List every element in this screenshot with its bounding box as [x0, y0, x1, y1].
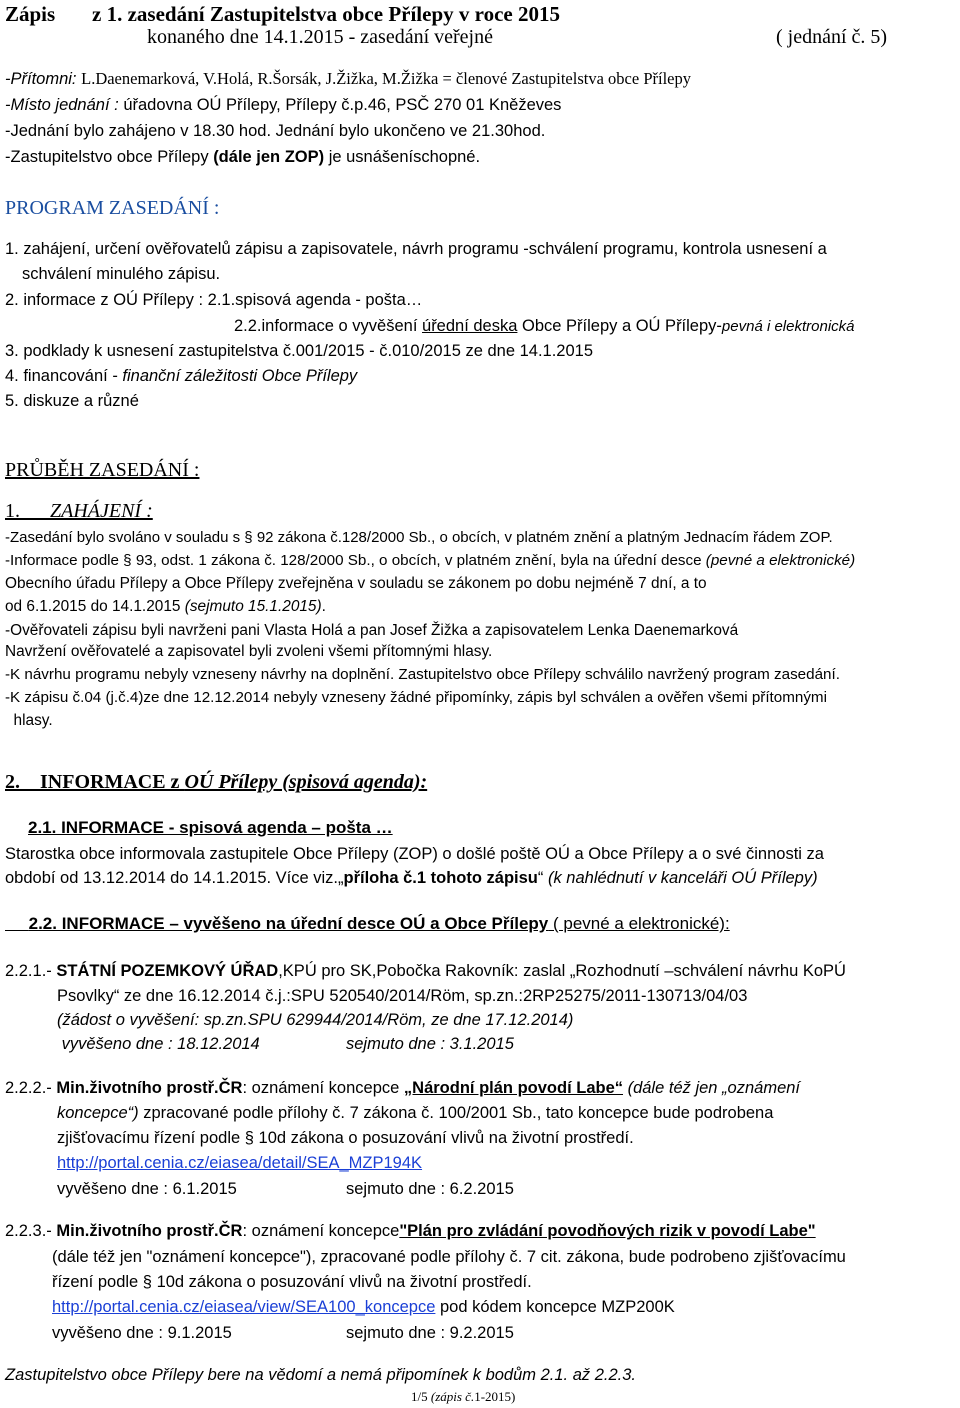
line2-text: -Informace podle § 93, odst. 1 zákona č. 128/2000 Sb., o obcích, v platném znění, byla na úřední desce	[5, 552, 706, 569]
item-2-2-2-number: 2.2.2.-	[5, 1079, 57, 1097]
zahajeni-line-6: Navržení ověřovatelé a zapisovatel byli zvoleni všemi přítomnými hlasy.	[5, 643, 493, 660]
item-2-2-1-text: ,KPÚ pro SK,Pobočka Rakovník: zaslal „Rozhodnutí –schválení návrhu KoPÚ	[278, 962, 846, 980]
line4-italic: (sejmuto 15.1.2015)	[184, 598, 322, 615]
item-2-2-1-line-3: (žádost o vyvěšení: sp.zn.SPU 629944/2014/Röm, ze dne 17.12.2014)	[57, 1011, 574, 1029]
item-2-2-3-org-a: Min.	[56, 1222, 90, 1240]
item-2-2-2-text-2: zpracované podle přílohy č. 7 zákona č. 100/2001 Sb., tato koncepce bude podrobena	[138, 1104, 774, 1122]
item4-italic: finanční záležitosti Obce Přílepy	[122, 367, 358, 385]
section-1-title: ZAHÁJENÍ :	[50, 500, 153, 522]
s21-bold: příloha č.	[343, 869, 417, 887]
zahajeni-line-5: -Ověřovateli zápisu byli navrženi pani Vlasta Holá a pan Josef Žižka a zapisovatelem Lenka Daenemarková	[5, 622, 739, 639]
section-2-1-line-1: Starostka obce informovala zastupitele Obce Přílepy (ZOP) o došlé poště OÚ a Obce Přílepy a o své činnosti za	[5, 845, 824, 863]
item4-text: 4. financování -	[5, 367, 123, 385]
program-item-1-cont: schválení minulého zápisu.	[22, 265, 221, 283]
program-item-1: 1. zahájení, určení ověřovatelů zápisu a zapisovatele, návrh programu -schválení programu, kontrola usnesení a	[5, 240, 827, 258]
item-2-2-2-link[interactable]: http://portal.cenia.cz/eiasea/detail/SEA_MZP194K	[57, 1154, 423, 1172]
item-2-2-3-code: pod kódem koncepce MZP200K	[435, 1298, 675, 1316]
item-2-2-2-line-1	[5, 1078, 800, 1098]
item22-text: 2.2.informace o vyvěšení	[234, 317, 423, 335]
zahajeni-line-9: hlasy.	[5, 712, 53, 729]
item-2-2-2-plan-name: „Národní plán povodí Labe“	[403, 1079, 623, 1097]
s22-title-rest: ( pevné a elektronické):	[548, 914, 730, 933]
item-2-2-2-italic-2: koncepce“)	[57, 1104, 139, 1122]
doc-subtitle: konaného dne 14.1.2015 - zasedání veřejné	[147, 26, 493, 48]
item-2-2-1-removed: sejmuto dne : 3.1.2015	[346, 1035, 514, 1053]
quorum-abbr: (dále jen ZOP)	[213, 148, 325, 166]
item22-italic: pevná i elektronická	[721, 318, 855, 335]
program-item-5: 5. diskuze a různé	[5, 392, 139, 410]
item-2-2-3-link[interactable]: http://portal.cenia.cz/eiasea/view/SEA100_koncepce	[52, 1298, 436, 1316]
item-2-2-3-removed: sejmuto dne : 9.2.2015	[346, 1324, 514, 1342]
zahajeni-line-3: Obecního úřadu Přílepy a Obce Přílepy zveřejněna v souladu se zákonem po dobu nejméně 7 dní, a to	[5, 575, 707, 592]
item-2-2-3-plan-name: "Plán pro zvládání povodňových rizik v povodí Labe"	[399, 1222, 816, 1240]
page-number: 1/5	[411, 1389, 431, 1404]
item-2-2-3-line-3: řízení podle § 10d zákona o posuzování vlivů na životní prostředí.	[52, 1273, 532, 1291]
place-value: úřadovna OÚ Přílepy, Přílepy č.p.46, PSČ 270 01 Kněževes	[123, 96, 562, 114]
item-2-2-3-org-b: životního prostř.	[89, 1222, 219, 1240]
section-2-title-b: OÚ Přílepy (spisová agenda):	[184, 771, 428, 793]
line4-end: .	[321, 598, 326, 615]
item-2-2-1-number: 2.2.1.-	[5, 962, 57, 980]
item-2-2-3-posted: vyvěšeno dne : 9.1.2015	[52, 1324, 232, 1342]
item-2-2-2-org-a: Min.	[56, 1079, 90, 1097]
meeting-number: ( jednání č. 5)	[776, 26, 888, 48]
section-2-heading	[5, 770, 427, 794]
page-footer	[411, 1389, 515, 1405]
program-heading: PROGRAM ZASEDÁNÍ :	[5, 197, 220, 219]
item-2-2-3-text: : oznámení koncepce	[242, 1222, 400, 1240]
section-1-heading	[5, 499, 153, 523]
s21-quote: “	[537, 869, 548, 887]
item-2-2-1-posted: vyvěšeno dne : 18.12.2014	[57, 1035, 260, 1053]
zahajeni-line-8: -K zápisu č.04 (j.č.4)ze dne 12.12.2014 nebyly vzneseny žádné připomínky, zápis byl schválen a ověřen všemi přítomnými	[5, 689, 827, 706]
present-label: -Přítomni:	[5, 70, 77, 88]
program-item-2-2	[234, 316, 855, 337]
closing-statement: Zastupitelstvo obce Přílepy bere na vědomí a nemá připomínek k bodům 2.1. až 2.2.3.	[5, 1366, 637, 1384]
program-item-4	[5, 366, 357, 386]
item-2-2-3-number: 2.2.3.-	[5, 1222, 57, 1240]
item-2-2-2-italic: (dále též jen „oznámení	[623, 1079, 801, 1097]
s22-title-bold: 2.2. INFORMACE – vyvěšeno na úřední desce OÚ a Obce Přílepy	[28, 914, 549, 933]
section-2-title-a: INFORMACE z	[40, 771, 185, 793]
present-names: L.Daenemarková, V.Holá, R.Šorsák, J.Žižka, M.Žižka = členové Zastupitelstva obce Přílepy	[81, 69, 691, 88]
footer-italic: (zápis č.	[430, 1389, 475, 1404]
zahajeni-line-2	[5, 551, 855, 571]
item-2-2-2-org-b: životního prostř.	[89, 1079, 219, 1097]
item22-underlined: úřední deska	[422, 317, 518, 335]
program-item-2: 2. informace z OÚ Přílepy : 2.1.spisová agenda - pošta…	[5, 291, 423, 309]
item-2-2-1-line-2: Psovlky“ ze dne 16.12.2014 č.j.:SPU 520540/2014/Röm, sp.zn.:2RP25275/2011-130713/04/03	[57, 987, 748, 1005]
quorum-line	[5, 147, 480, 167]
item-2-2-3-org-c: ČR	[218, 1222, 243, 1240]
item-2-2-2-org-c: ČR	[218, 1079, 243, 1097]
item-2-2-3-link-line	[52, 1297, 675, 1317]
line2-italic: (pevné a elektronické)	[705, 552, 856, 569]
doc-title-word: Zápis	[5, 2, 56, 26]
attendance-line	[5, 69, 691, 89]
section-2-1-title: 2.1. INFORMACE - spisová agenda – pošta …	[28, 818, 393, 837]
zahajeni-line-1: -Zasedání bylo svoláno v souladu s § 92 zákona č.128/2000 Sb., o obcích, v platném znění a platným Jednacím řádem ZOP.	[5, 529, 833, 546]
s21-text: období od 13.12.2014 do 14.1.2015. Více viz.„	[5, 869, 344, 887]
section-2-1-line-2	[5, 868, 818, 888]
item-2-2-2-text: : oznámení koncepce	[242, 1079, 404, 1097]
s21-bold2: 1 tohoto zápisu	[416, 869, 538, 887]
item-2-2-2-posted: vyvěšeno dne : 6.1.2015	[57, 1180, 237, 1198]
quorum-text: -Zastupitelstvo obce Přílepy	[5, 148, 214, 166]
item-2-2-2-removed: sejmuto dne : 6.2.2015	[346, 1180, 514, 1198]
section-2-number: 2.	[5, 771, 20, 793]
item22-text2: Obce Přílepy a OÚ Přílepy-	[517, 317, 722, 335]
place-line	[5, 95, 561, 115]
prubeh-heading: PRŮBĚH ZASEDÁNÍ :	[5, 459, 200, 481]
quorum-end: je usnášeníschopné.	[324, 148, 481, 166]
s21-italic: (k nahlédnutí v kanceláři OÚ Přílepy)	[547, 869, 818, 887]
zahajeni-line-4	[5, 597, 326, 617]
zahajeni-line-7: -K návrhu programu nebyly vzneseny návrhy na doplnění. Zastupitelstvo obce Přílepy schválilo navržený program zasedání.	[5, 666, 840, 683]
item-2-2-2-line-3: zjišťovacímu řízení podle § 10d zákona o posuzování vlivů na životní prostředí.	[57, 1129, 634, 1147]
item-2-2-2-line-2	[57, 1103, 773, 1123]
timing-line: -Jednání bylo zahájeno v 18.30 hod. Jednání bylo ukončeno ve 21.30hod.	[5, 122, 546, 140]
program-item-3: 3. podklady k usnesení zastupitelstva č.001/2015 - č.010/2015 ze dne 14.1.2015	[5, 342, 593, 360]
footer-end: 1-2015)	[474, 1389, 516, 1404]
line4-text: od 6.1.2015 do 14.1.2015	[5, 598, 185, 615]
item-2-2-1-org: STÁTNÍ POZEMKOVÝ ÚŘAD	[56, 962, 279, 980]
place-label: -Místo jednání :	[5, 96, 119, 114]
item-2-2-1-line-1	[5, 961, 846, 981]
doc-title: z 1. zasedání Zastupitelstva obce Přílepy v roce 2015	[92, 2, 560, 26]
item-2-2-3-line-1	[5, 1221, 816, 1241]
item-2-2-3-line-2: (dále též jen "oznámení koncepce"), zpracované podle přílohy č. 7 cit. zákona, bude podrobeno zjišťovacímu	[52, 1248, 846, 1266]
section-1-number: 1.	[5, 500, 20, 522]
section-2-2-title	[5, 914, 730, 934]
